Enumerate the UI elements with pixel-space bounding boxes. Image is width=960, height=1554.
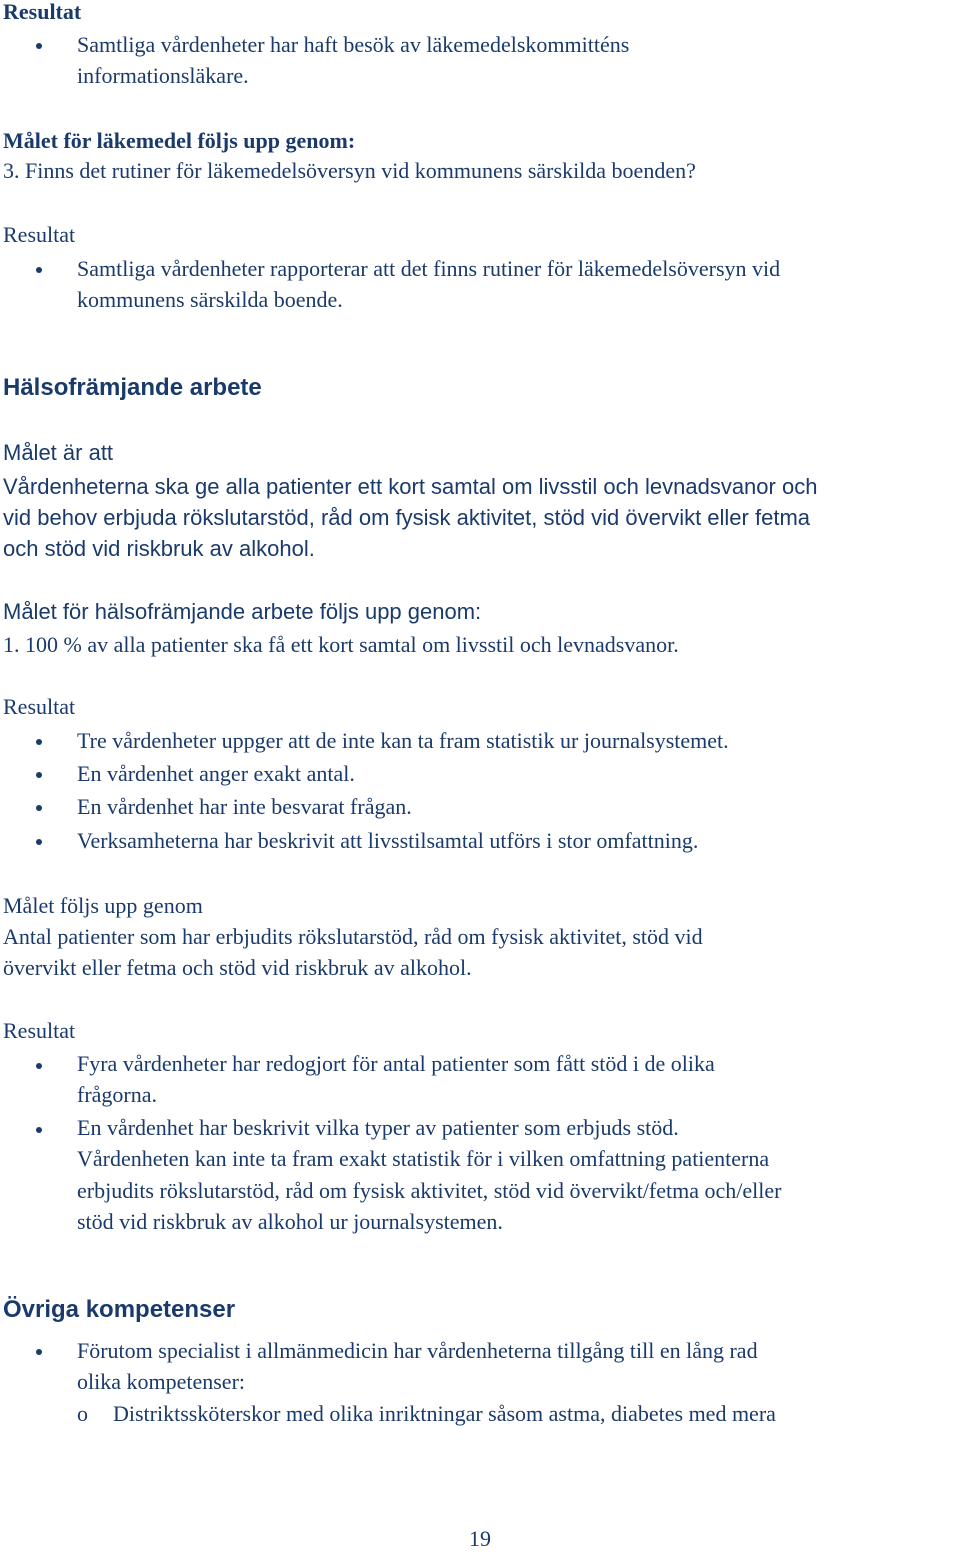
goal-item-1: 1. 100 % av alla patienter ska få ett kort samtal om livsstil och levnadsvanor. bbox=[3, 632, 679, 657]
bullet-text-cont: erbjudits rökslutarstöd, råd om fysisk aktivitet, stöd vid övervikt/fetma och/eller bbox=[77, 1178, 782, 1203]
paragraph-line: övervikt eller fetma och stöd vid riskbruk av alkohol. bbox=[3, 955, 472, 980]
bullet-text-cont: informationsläkare. bbox=[77, 63, 249, 88]
section-heading-halsoframjande: Hälsofrämjande arbete bbox=[3, 374, 262, 401]
bullet-dot bbox=[36, 839, 42, 845]
malet-lakemedel-heading: Målet för läkemedel följs upp genom: bbox=[3, 128, 356, 153]
paragraph-line: och stöd vid riskbruk av alkohol. bbox=[3, 536, 315, 561]
bullet-dot bbox=[36, 43, 42, 49]
sub-bullet-marker: o bbox=[77, 1401, 88, 1426]
bullet-text: Samtliga vårdenheter har haft besök av läkemedelskommitténs bbox=[77, 32, 630, 57]
malet-halso-heading: Målet för hälsofrämjande arbete följs upp genom: bbox=[3, 599, 482, 624]
malet-foljs-heading: Målet följs upp genom bbox=[3, 893, 203, 918]
bullet-dot bbox=[36, 267, 42, 273]
bullet-text: Fyra vårdenheter har redogjort för antal patienter som fått stöd i de olika bbox=[77, 1051, 715, 1076]
bullet-text: Samtliga vårdenheter rapporterar att det finns rutiner för läkemedelsöversyn vid bbox=[77, 256, 781, 281]
bullet-dot bbox=[36, 1349, 42, 1355]
bullet-text-cont: Vårdenheten kan inte ta fram exakt statistik för i vilken omfattning patienterna bbox=[77, 1146, 770, 1171]
bullet-dot bbox=[36, 1063, 42, 1069]
bullet-dot bbox=[36, 739, 42, 745]
resultat-heading-2: Resultat bbox=[3, 222, 76, 247]
paragraph-line: vid behov erbjuda rökslutarstöd, råd om fysisk aktivitet, stöd vid övervikt eller fetma bbox=[3, 505, 811, 530]
bullet-text: Tre vårdenheter uppger att de inte kan ta fram statistik ur journalsystemet. bbox=[77, 728, 729, 753]
sub-bullet-text: Distriktssköterskor med olika inriktningar såsom astma, diabetes med mera bbox=[113, 1401, 776, 1426]
bullet-text: Verksamheterna har beskrivit att livsstilsamtal utförs i stor omfattning. bbox=[77, 828, 699, 853]
bullet-dot bbox=[36, 1127, 42, 1133]
malet-ar-att-heading: Målet är att bbox=[3, 440, 114, 465]
resultat-heading-3: Resultat bbox=[3, 694, 76, 719]
bullet-text: En vårdenhet har beskrivit vilka typer av patienter som erbjuds stöd. bbox=[77, 1115, 679, 1140]
bullet-text-cont: frågorna. bbox=[77, 1082, 158, 1107]
bullet-text: Förutom specialist i allmänmedicin har vårdenheterna tillgång till en lång rad bbox=[77, 1338, 758, 1363]
bullet-dot bbox=[36, 805, 42, 811]
resultat-heading-1: Resultat bbox=[3, 0, 82, 24]
question-3: 3. Finns det rutiner för läkemedelsöversyn vid kommunens särskilda boenden? bbox=[3, 158, 696, 183]
bullet-text-cont: stöd vid riskbruk av alkohol ur journalsystemen. bbox=[77, 1209, 503, 1234]
section-heading-ovriga: Övriga kompetenser bbox=[3, 1296, 236, 1323]
bullet-text-cont: kommunens särskilda boende. bbox=[77, 287, 343, 312]
paragraph-line: Vårdenheterna ska ge alla patienter ett kort samtal om livsstil och levnadsvanor och bbox=[3, 474, 818, 499]
resultat-heading-4: Resultat bbox=[3, 1018, 76, 1043]
bullet-text-cont: olika kompetenser: bbox=[77, 1369, 246, 1394]
paragraph-line: Antal patienter som har erbjudits rökslutarstöd, råd om fysisk aktivitet, stöd vid bbox=[3, 924, 703, 949]
page-number: 19 bbox=[469, 1526, 491, 1551]
bullet-text: En vårdenhet anger exakt antal. bbox=[77, 761, 355, 786]
bullet-dot bbox=[36, 772, 42, 778]
bullet-text: En vårdenhet har inte besvarat frågan. bbox=[77, 794, 412, 819]
